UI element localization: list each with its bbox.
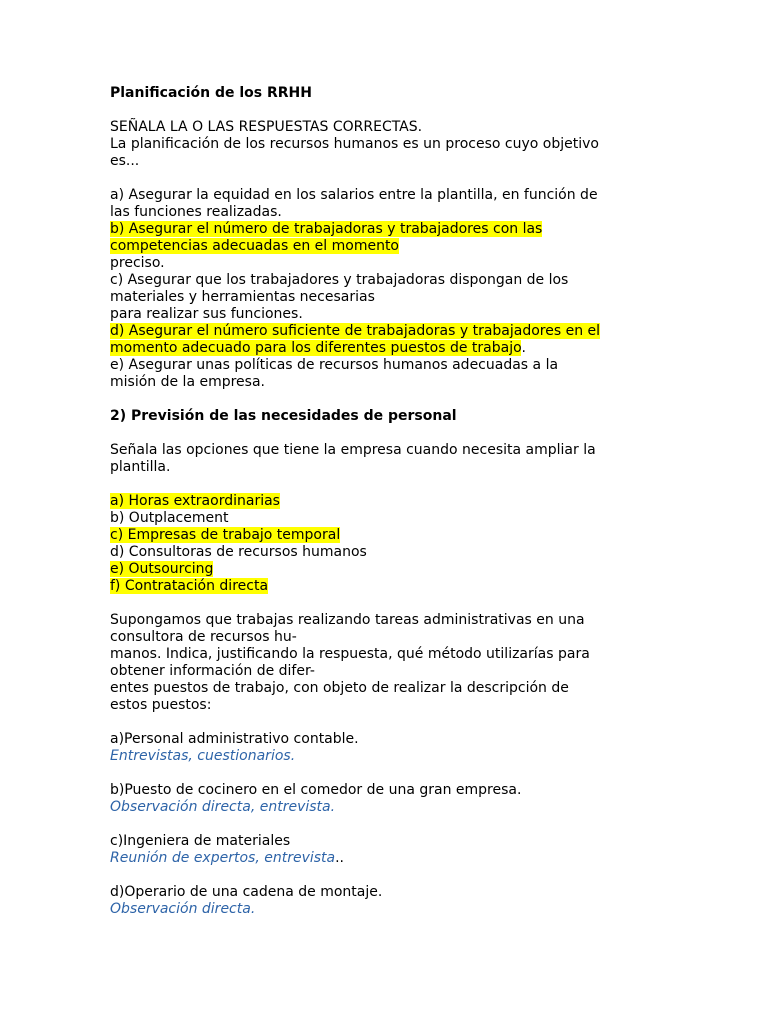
q1-option-c-line: para realizar sus funciones. [110,306,303,322]
q1-option-c-line: c) Asegurar que los trabajadores y trabajadoras dispongan de los [110,272,569,288]
q1-option-c-line: materiales y herramientas necesarias [110,289,375,305]
q1-option-a-line: a) Asegurar la equidad en los salarios entre la plantilla, en función de [110,187,598,203]
q1-option-d-highlighted: momento adecuado para los diferentes puestos de trabajo [110,340,522,356]
spacer [110,391,670,408]
q1-option-b-line: preciso. [110,255,165,271]
q3-item-question: b)Puesto de cocinero en el comedor de una gran empresa. [110,782,522,798]
q2-option-highlighted: f) Contratación directa [110,578,269,594]
spacer [110,714,670,731]
document-page [110,85,670,918]
q3-intro-line: entes puestos de trabajo, con objeto de realizar la descripción de [110,680,569,696]
document-title: Planificación de los RRHH [110,85,312,101]
spacer [110,476,670,493]
q3-intro-line: Supongamos que trabajas realizando tareas administrativas en una [110,612,585,628]
q1-option-e-line: e) Asegurar unas políticas de recursos humanos adecuadas a la [110,357,559,373]
q1-option-b-highlighted: competencias adecuadas en el momento [110,238,399,254]
q3-item-question: c)Ingeniera de materiales [110,833,291,849]
q3-intro-line: obtener información de difer- [110,663,315,679]
spacer [110,867,670,884]
q2-option-highlighted: c) Empresas de trabajo temporal [110,527,341,543]
q1-option-d-period: . [521,340,526,356]
q2-stem-line: plantilla. [110,459,171,475]
q2-option-highlighted: a) Horas extraordinarias [110,493,280,509]
q1-instruction: SEÑALA LA O LAS RESPUESTAS CORRECTAS. [110,119,423,135]
q1-option-d-highlighted: d) Asegurar el número suficiente de trabajadoras y trabajadores en el [110,323,601,339]
q3-item-question: d)Operario de una cadena de montaje. [110,884,383,900]
q1-option-e-line: misión de la empresa. [110,374,265,390]
q2-option-highlighted: e) Outsourcing [110,561,214,577]
q3-intro-line: consultora de recursos hu- [110,629,297,645]
spacer [110,170,670,187]
q2-heading: 2) Previsión de las necesidades de personal [110,408,457,424]
q3-item-answer: Reunión de expertos, entrevista [110,850,336,866]
q2-option: b) Outplacement [110,510,229,526]
q3-intro-line: estos puestos: [110,697,212,713]
q3-item-question: a)Personal administrativo contable. [110,731,359,747]
spacer [110,102,670,119]
q1-option-b-highlighted: b) Asegurar el número de trabajadoras y trabajadores con las [110,221,543,237]
q3-intro-line: manos. Indica, justificando la respuesta, qué método utilizarías para [110,646,590,662]
q3-item-trail: .. [335,850,345,866]
q2-stem-line: Señala las opciones que tiene la empresa cuando necesita ampliar la [110,442,596,458]
q3-item-answer: Observación directa, entrevista. [110,799,336,815]
spacer [110,816,670,833]
spacer [110,595,670,612]
q1-stem-line: es... [110,153,140,169]
spacer [110,425,670,442]
spacer [110,765,670,782]
q2-option: d) Consultoras de recursos humanos [110,544,367,560]
q1-stem-line: La planificación de los recursos humanos es un proceso cuyo objetivo [110,136,599,152]
q3-item-answer: Observación directa. [110,901,256,917]
q3-item-answer: Entrevistas, cuestionarios. [110,748,296,764]
q1-option-a-line: las funciones realizadas. [110,204,282,220]
